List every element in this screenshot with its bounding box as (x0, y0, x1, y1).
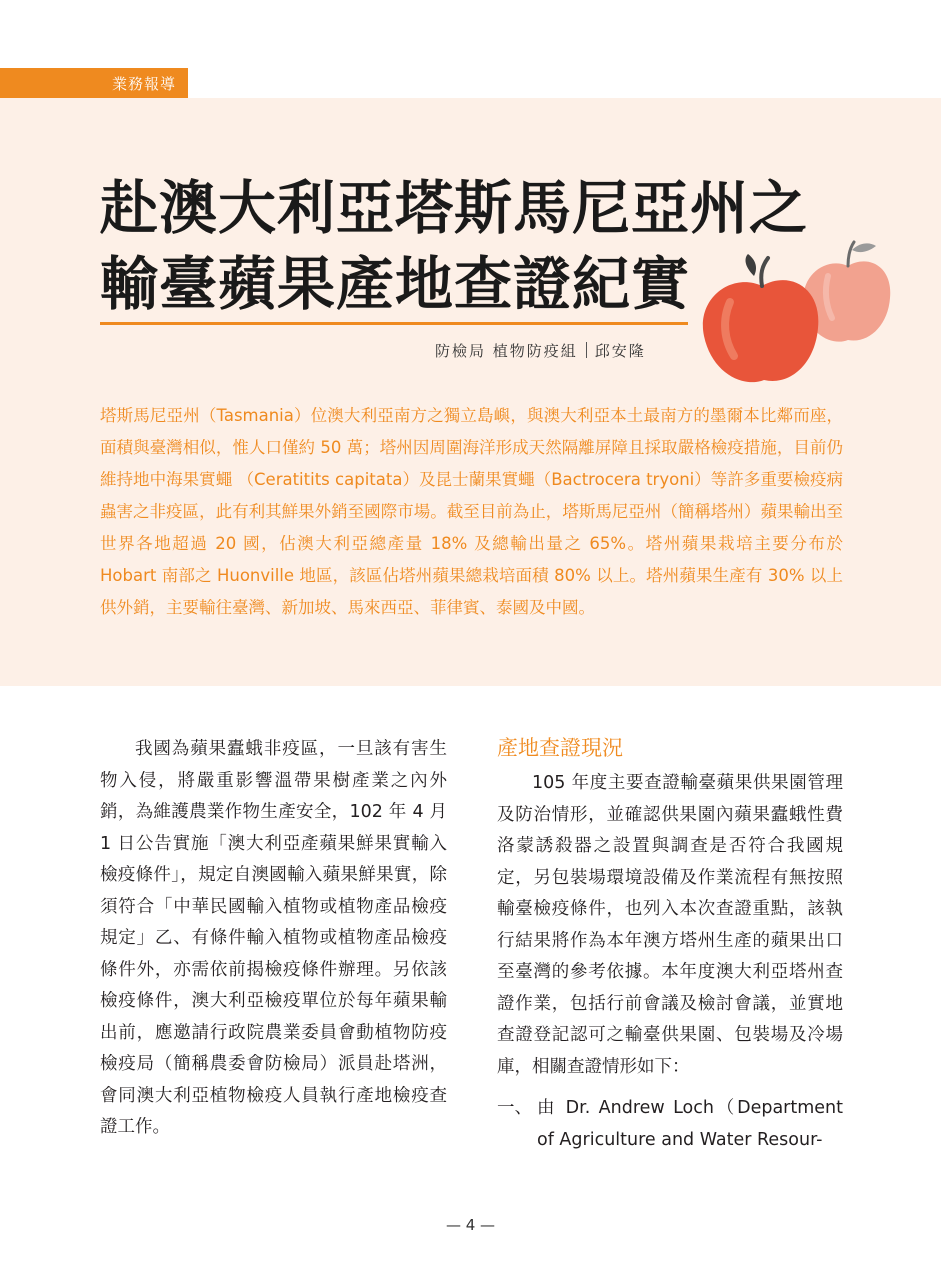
left-column-paragraph: 我國為蘋果蠹蛾非疫區，一旦該有害生物入侵，將嚴重影響溫帶果樹產業之內外銷，為維護農業作物生產安全，102 年 4 月 1 日公告實施「澳大利亞產蘋果鮮果實輸入檢疫條件」，規定自澳國輸入蘋果鮮果實，除須符合「中華民國輸入植物或植物產品檢疫規定」乙、有條件輸入植物或植物產品檢疫條件外，亦需依前揭檢疫條件辦理。另依該檢疫條件，澳大利亞檢疫單位於每年蘋果輸出前，應邀請行政院農業委員會動植物防疫檢疫局（簡稱農委會防檢局）派員赴塔洲，會同澳大利亞植物檢疫人員執行產地檢疫查證工作。 (100, 739, 447, 1137)
article-abstract (100, 400, 843, 624)
article-title-line-1: 赴澳大利亞塔斯馬尼亞州之 (100, 174, 809, 242)
section-tag (0, 68, 188, 98)
list-item (497, 1093, 843, 1156)
list-item-marker: 一、 (497, 1098, 532, 1118)
title-underline (100, 322, 688, 325)
byline-separator (586, 342, 587, 358)
abstract-paragraph: 塔斯馬尼亞州（Tasmania）位澳大利亞南方之獨立島嶼，與澳大利亞本土最南方的墨爾本比鄰而座，面積與臺灣相似，惟人口僅約 50 萬；塔州因周圍海洋形成天然隔離屏障且採取嚴格檢疫措施，目前仍維持地中海果實蠅 （Ceratitits capitata）及昆士蘭果實蠅（Bactrocera tryoni）等許多重要檢疫病蟲害之非疫區，此有利其鮮果外銷至國際市場。截至目前為止，塔斯馬尼亞州（簡稱塔州）蘋果輸出至世界各地超過 20 國，佔澳大利亞總產量 18% 及總輸出量之 65%。塔州蘋果栽培主要分布於 Hobart 南部之 Huonville 地區，該區佔塔州蘋果總栽培面積 80% 以上。塔州蘋果生產有 30% 以上供外銷，主要輸往臺灣、新加坡、馬來西亞、菲律賓、泰國及中國。 (100, 406, 843, 617)
section-tag-label: 業務報導 (112, 75, 177, 93)
list-item-text: 由 Dr. Andrew Loch（Department of Agriculture and Water Resour- (537, 1098, 843, 1150)
byline-affiliation: 防檢局 植物防疫組 (435, 342, 578, 360)
left-column (100, 734, 447, 1144)
apples-illustration (698, 236, 898, 386)
article-title-line-2: 輸臺蘋果產地查證紀實 (100, 250, 691, 318)
byline-author: 邱安隆 (594, 342, 646, 360)
right-column-paragraph: 105 年度主要查證輸臺蘋果供果園管理及防治情形，並確認供果園內蘋果蠹蛾性費洛蒙誘殺器之設置與調查是否符合我國規定，另包裝場環境設備及作業流程有無按照輸臺檢疫條件，也列入本次查證重點，該執行結果將作為本年澳方塔州生產的蘋果出口至臺灣的參考依據。本年度澳大利亞塔州查證作業，包括行前會議及檢討會議，並實地查證登記認可之輸臺供果園、包裝場及冷場庫，相關查證情形如下： (497, 773, 843, 1077)
byline (435, 340, 646, 361)
page-number: — 4 — (445, 1216, 496, 1234)
right-column (497, 734, 843, 1156)
front-apple-icon (703, 254, 818, 382)
section-heading: 產地查證現況 (497, 736, 623, 760)
